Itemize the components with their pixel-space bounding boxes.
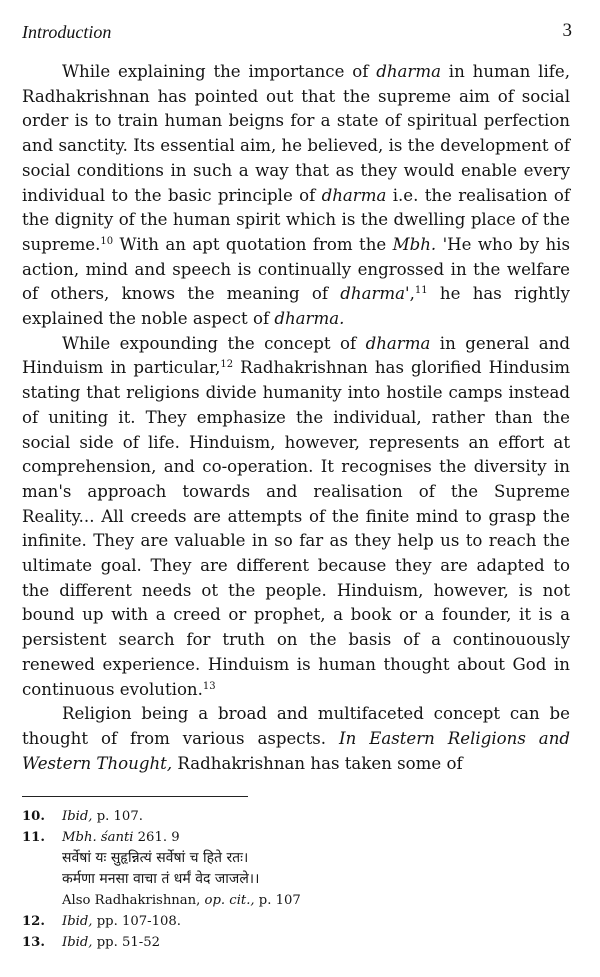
footnote-ref-13[interactable]: 13 <box>202 680 216 692</box>
footnote-ref-10[interactable]: 10 <box>100 235 114 247</box>
sanskrit-verse-line-2: कर्मणा मनसा वाचा तं धर्मं वेद जाजले।। <box>62 871 260 887</box>
emphasis: dharma <box>365 333 431 353</box>
paragraph-2: While expounding the concept of dharma in general and Hinduism in particular,$^{12}$ Radhakrishnan has glorified Hindusim stating that religions divide humanity into hostile camps instead of uniting it. They emphasize the individual, rather than the social side of life. Hinduism, however, represents an effort at comprehension, and co-operation. It recognises the diversity in man's approach towards and realisation of the Supreme Reality... All creeds are attempts of the finite mind to grasp the infinite. They are valuable in so far as they help us to reach the ultimate goal. They are different because they are adapted to the different needs ot the people. Hinduism, however, is not bound up with a creed or prophet, a book or a founder, it is a persistent search for truth on the basis of a continouously renewed experience. Hinduism is human thought about God in continuous evolution.$^{13}$ <box>22 333 571 699</box>
footnote-12: 12. Ibid, pp. 107-108. <box>22 911 562 932</box>
emphasis: dharma. <box>274 309 345 329</box>
footnote-ref-11[interactable]: 11 <box>414 285 428 297</box>
footnote-ref-12[interactable]: 12 <box>220 359 234 371</box>
emphasis: dharma <box>321 185 387 205</box>
emphasis: dharma <box>340 284 406 304</box>
footnote-13: 13. Ibid, pp. 51-52 <box>22 932 562 953</box>
footnote-number: 10. <box>22 809 45 824</box>
paragraph-3: Religion being a broad and multifaceted concept can be thought of from various aspects. In Eastern Religions and Western Thought, Radhakrishnan has taken some of <box>22 704 570 773</box>
page-number: 3 <box>562 20 572 41</box>
emphasis: Mbh. <box>392 234 437 254</box>
footnote-divider <box>22 796 248 797</box>
book-title: In Eastern Religions and Western Thought, <box>22 728 570 773</box>
emphasis: dharma <box>376 62 441 81</box>
footnote-number: 13. <box>22 935 45 950</box>
footnote-also: Also Radhakrishnan, op. cit., p. 107 <box>62 893 301 908</box>
paragraph-1: While explaining the importance of dharma in human life, Radhakrishnan has pointed out that the supreme aim of social order is to train human beigns for a state of spiritual perfection and sanctity. Its essential aim, he believed, is the development of social conditions in such a way that as they would enable every individual to the basic principle of dharma i.e. the realisation of the dignity of the human spirit which is the dwelling place of the supreme.$^{10}$ With an apt quotation from the Mbh. 'He who by his action, mind and speech is continually engrossed in the welfare of others, knows the meaning of dharma',$^{11}$ he has rightly explained the noble aspect of dharma. <box>22 62 571 329</box>
footnote-10: 10. Ibid, p. 107. <box>22 806 562 827</box>
footnote-number: 11. <box>22 830 45 845</box>
running-header <box>22 20 572 46</box>
footnote-number: 12. <box>22 914 45 929</box>
footnote-11: 11. Mbh. śanti 261. 9 सर्वेषां यः सुहृन्नित्यं सर्वेषां च हिते रतः। कर्मणा मनसा वाचा तं धर्मं वेद जाजले।। Also Radhakrishnan, op. cit., p. 107 <box>22 827 562 911</box>
sanskrit-verse-line-1: सर्वेषां यः सुहृन्नित्यं सर्वेषां च हिते रतः। <box>62 850 249 866</box>
body-text <box>22 60 570 776</box>
footnotes <box>22 806 562 953</box>
chapter-title: Introduction <box>22 22 112 42</box>
